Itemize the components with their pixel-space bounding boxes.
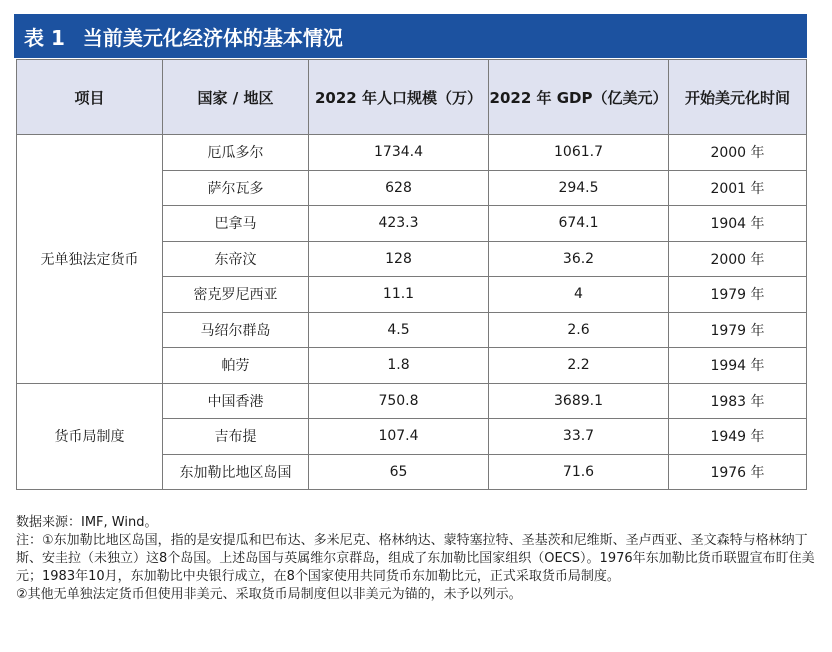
country-cell: 厄瓜多尔 xyxy=(163,135,309,171)
year-cell: 1994 年 xyxy=(669,348,807,384)
header-country: 国家 / 地区 xyxy=(163,60,309,135)
country-cell: 萨尔瓦多 xyxy=(163,170,309,206)
table-row xyxy=(17,135,807,171)
header-start-year: 开始美元化时间 xyxy=(669,60,807,135)
country-cell: 马绍尔群岛 xyxy=(163,312,309,348)
gdp-cell: 71.6 xyxy=(489,454,669,490)
population-cell: 107.4 xyxy=(309,419,489,455)
population-cell: 128 xyxy=(309,241,489,277)
table-title-bar xyxy=(14,14,807,58)
gdp-cell: 3689.1 xyxy=(489,383,669,419)
group-label: 无单独法定货币 xyxy=(17,135,163,384)
header-row xyxy=(17,60,807,135)
table-title: 当前美元化经济体的基本情况 xyxy=(82,25,343,50)
data-source: 数据来源：IMF, Wind。 xyxy=(16,515,158,530)
year-cell: 1949 年 xyxy=(669,419,807,455)
country-cell: 密克罗尼西亚 xyxy=(163,277,309,313)
gdp-cell: 2.6 xyxy=(489,312,669,348)
country-cell: 帕劳 xyxy=(163,348,309,384)
country-cell: 吉布提 xyxy=(163,419,309,455)
year-cell: 2000 年 xyxy=(669,241,807,277)
gdp-cell: 36.2 xyxy=(489,241,669,277)
gdp-cell: 4 xyxy=(489,277,669,313)
gdp-cell: 294.5 xyxy=(489,170,669,206)
gdp-cell: 1061.7 xyxy=(489,135,669,171)
group-label: 货币局制度 xyxy=(17,383,163,490)
year-cell: 1979 年 xyxy=(669,277,807,313)
country-cell: 东加勒比地区岛国 xyxy=(163,454,309,490)
header-item: 项目 xyxy=(17,60,163,135)
population-cell: 4.5 xyxy=(309,312,489,348)
population-cell: 423.3 xyxy=(309,206,489,242)
country-cell: 东帝汶 xyxy=(163,241,309,277)
header-population: 2022 年人口规模（万） xyxy=(309,60,489,135)
note-2: ②其他无单独法定货币但使用非美元、采取货币局制度但以非美元为锚的，未予以列示。 xyxy=(16,587,522,602)
gdp-cell: 2.2 xyxy=(489,348,669,384)
table-row xyxy=(17,383,807,419)
country-cell: 中国香港 xyxy=(163,383,309,419)
population-cell: 628 xyxy=(309,170,489,206)
population-cell: 750.8 xyxy=(309,383,489,419)
year-cell: 1979 年 xyxy=(669,312,807,348)
table-number: 表 1 xyxy=(24,25,65,50)
dollarization-table xyxy=(16,59,807,490)
gdp-cell: 33.7 xyxy=(489,419,669,455)
country-cell: 巴拿马 xyxy=(163,206,309,242)
year-cell: 1983 年 xyxy=(669,383,807,419)
year-cell: 2000 年 xyxy=(669,135,807,171)
population-cell: 65 xyxy=(309,454,489,490)
population-cell: 1.8 xyxy=(309,348,489,384)
header-gdp: 2022 年 GDP（亿美元） xyxy=(489,60,669,135)
year-cell: 2001 年 xyxy=(669,170,807,206)
year-cell: 1904 年 xyxy=(669,206,807,242)
year-cell: 1976 年 xyxy=(669,454,807,490)
note-1: 注：①东加勒比地区岛国，指的是安提瓜和巴布达、多米尼克、格林纳达、蒙特塞拉特、圣基茨和尼维斯、圣卢西亚、圣文森特与格林纳丁斯、安圭拉（未独立）这8个岛国。上述岛国与英属维尔京群岛，组成了东加勒比国家组织（OECS）。1976年东加勒比货币联盟宣布盯住美元；1983年10月，东加勒比中央银行成立，在8个国家使用共同货币东加勒比元，正式采取货币局制度。 xyxy=(16,533,815,584)
population-cell: 1734.4 xyxy=(309,135,489,171)
notes-section xyxy=(16,514,816,604)
population-cell: 11.1 xyxy=(309,277,489,313)
gdp-cell: 674.1 xyxy=(489,206,669,242)
